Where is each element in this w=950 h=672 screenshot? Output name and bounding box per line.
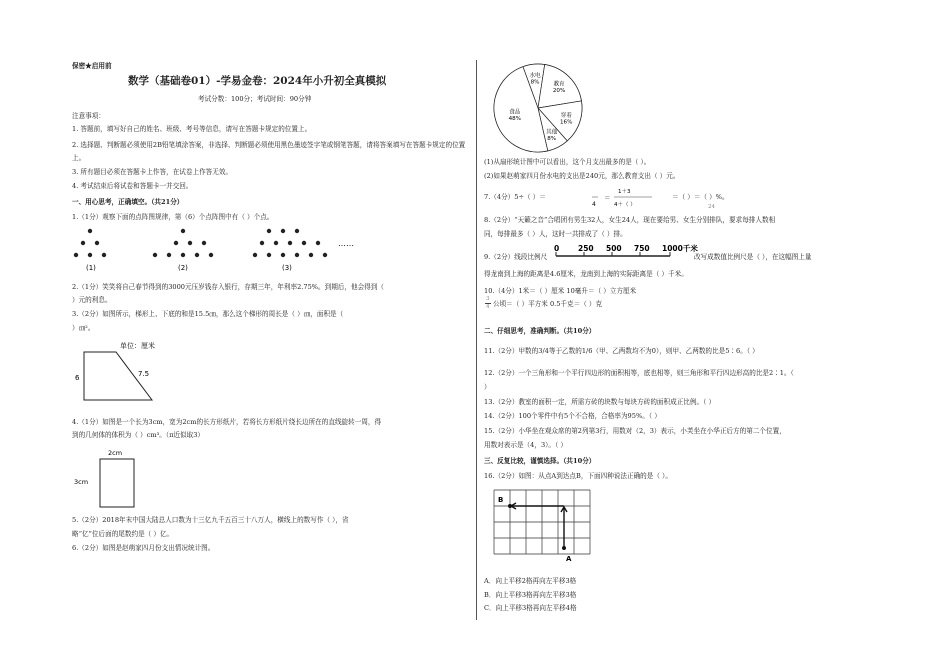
point-a-label: A: [566, 555, 572, 563]
dot-pattern-3: [253, 229, 327, 257]
section-heading: 三、反复比较，谨慎选择。（共10分）: [484, 457, 596, 465]
question-8: 8.（2分）“天籁之音”合唱团有男生32人，女生24人，现在要给男、女生分别排队，要求每排人数相: [484, 216, 776, 224]
scale-tick-label: 0: [554, 244, 560, 253]
fraction-numerator: 3: [486, 296, 490, 302]
pie-slice-label: 水电: [529, 72, 541, 79]
option-b[interactable]: B．向上平移3格再向左平移3格: [484, 591, 577, 599]
question-4-cont: 到的几何体的体积为（ ）cm³。（π近似取3）: [72, 431, 205, 439]
question-10-cont: 公顷＝（ ）平方米 0.5千克＝（ ）克: [493, 300, 603, 308]
side-label: 7.5: [138, 370, 150, 378]
note-item: 2. 选择题、判断题必须使用2B铅笔填涂答案，非选择、判断题必须使用黑色墨迹签字笔或钢笔答题，请将答案填写在答题卡规定的位置上。: [72, 141, 466, 162]
scale-tick-label: 250: [578, 244, 594, 253]
question-11: 11.（2分）甲数的3/4等于乙数的1/6（甲、乙两数均不为0），则甲、乙两数的比是5∶6。（ ）: [484, 347, 759, 355]
unit-label: 单位：厘米: [120, 342, 155, 350]
fraction-denominator: 24: [708, 204, 715, 210]
section-heading: 二、仔细思考，准确判断。（共10分）: [484, 327, 596, 335]
fraction-denominator: 4＋（ ）: [614, 202, 636, 208]
question-5: 5.（2分）2018年末中国大陆总人口数为十三亿九千五百三十八万人，横线上的数写作（ ），省: [72, 516, 349, 524]
pattern-label: (3): [282, 264, 292, 272]
exam-subtitle: 考试分数：100分；考试时间：90分钟: [198, 95, 312, 103]
rectangle-figure: [70, 447, 170, 511]
question-12: 12.（2分）一个三角形和一个平行四边形的面积相等，底也相等，则三角形和平行四边形高的比是2∶1。（: [484, 369, 794, 377]
note-item: 1. 答题前，填写好自己的姓名、班级、考号等信息，请写在答题卡规定的位置上。: [72, 125, 312, 133]
pie-slice-label: 20%: [552, 87, 566, 94]
section-heading: 一、用心思考，正确填空。（共21分）: [72, 198, 184, 206]
trapezoid-figure: [70, 338, 210, 406]
dot-pattern-1: [74, 229, 106, 257]
pattern-label: (2): [178, 264, 188, 272]
question-2-cont: ）元的利息。: [72, 296, 112, 304]
dot-pattern-figure: [70, 222, 370, 274]
question-14: 14.（2分）100个零件中有5个不合格，合格率为95%。（ ）: [484, 412, 661, 420]
pattern-label: (1): [86, 264, 96, 272]
length-label: 3cm: [74, 478, 89, 486]
option-c[interactable]: C．向上平移3格再向左平移4格: [484, 604, 577, 612]
note-item: 3. 所有题目必须在答题卡上作答，在试卷上作答无效。: [72, 168, 233, 176]
question-16: 16.（2分）如图：从点A到达点B，下面四种说法正确的是（ ）。: [484, 472, 672, 480]
question-10: 10.（4分）1米＝（ ）厘米 10毫升＝（ ）立方厘米: [484, 287, 637, 295]
page-title: 数学（基础卷01）-学易金卷：2024年小升初全真模拟: [128, 75, 387, 87]
question-13: 13.（2分）教室的面积一定，所需方砖的块数与每块方砖的面积成正比例。（ ）: [484, 398, 716, 406]
pattern-ellipsis: ……: [338, 239, 354, 248]
question-3: 3.（2分）如图所示，梯形上、下底的和是15.5㎝，那么这个梯形的周长是（ ）㎝，面积是（: [72, 310, 344, 318]
note-item: 4. 考试结束后将试卷和答题卡一并交回。: [72, 182, 193, 190]
line-scale-figure: [552, 242, 698, 264]
question-6: 6.（2分）如图是赵萌家四月份支出情况统计图。: [72, 544, 215, 552]
question-5-cont: 略“亿”位后面的尾数约是（ ）亿。: [72, 530, 174, 538]
left-column: [70, 0, 470, 672]
notes-heading: 注意事项：: [72, 112, 105, 120]
option-a[interactable]: A．向上平移2格再向左平移3格: [484, 577, 577, 585]
pie-slice-label: 48%: [508, 116, 522, 123]
question-8-cont: 同，每排最多（ ）人，这时一共排成了（ ）排。: [484, 230, 627, 238]
question-12-cont: ）: [484, 383, 491, 391]
expense-pie-chart: [490, 60, 586, 156]
pie-slice-label: 食品: [509, 109, 521, 116]
fraction-numerator: 1＋3: [618, 189, 631, 195]
question-9: 9.（2分）线段比例尺: [484, 253, 548, 261]
side-label: 6: [75, 374, 80, 382]
question-2: 2.（1分）笑笑将自己春节得到的3000元压岁钱存入银行，存期三年，年利率2.75%。到期后，他会得到（: [72, 283, 384, 291]
pie-slice-label: 其他: [546, 129, 558, 136]
scale-tick-label: 500: [606, 244, 622, 253]
question-7: 7.（4分）5÷（ ）＝: [484, 193, 546, 201]
question-3-cont: ）㎝²。: [72, 324, 95, 332]
pie-slice-label: 16%: [559, 119, 573, 126]
question-9-cont: 得龙南到上海的距离是4.6厘米，龙南到上海的实际距离是（ ）千米。: [484, 270, 688, 278]
right-column: [482, 0, 882, 672]
question-1: 1.（1分）观察下面的点阵图规律，第（6）个点阵图中有（ ）个点。: [72, 213, 274, 221]
dot-pattern-2: [153, 229, 213, 257]
secret-label: 保密★启用前: [72, 62, 112, 70]
pie-slice-label: 8%: [530, 79, 540, 86]
svg-text:＝: ＝: [604, 194, 611, 202]
pie-slice-label: 教育: [553, 81, 565, 88]
column-divider: [476, 60, 477, 620]
question-7-tail: ＝（ ）＝（ ）%。: [672, 193, 729, 201]
grid-figure: [484, 486, 594, 570]
scale-tick-label: 1000千米: [662, 244, 698, 253]
width-label: 2cm: [108, 449, 123, 457]
pie-slice-label: 8%: [547, 135, 557, 142]
pie-slice-label: 穿着: [560, 112, 572, 119]
fraction-denominator: 4: [592, 201, 596, 208]
question-15-cont: 用数对表示是（4，3）。（ ）: [484, 441, 568, 449]
question-15: 15.（2分）小华坐在观众席的第2列第3行，用数对（2，3）表示，小芙坐在小华正后方的第二个位置，: [484, 427, 786, 435]
question-4: 4.（1分）如图是一个长为3cm，宽为2cm的长方形纸片，若将长方形纸片绕长边所在的直线旋转一周，得: [72, 418, 382, 426]
question-9-tail: 改写成数值比例尺是（ ），在这幅图上量: [694, 253, 812, 261]
scale-tick-label: 750: [634, 244, 650, 253]
point-b-label: B: [498, 496, 504, 504]
fraction-denominator: 4: [486, 304, 490, 310]
question-7-fractions: [590, 184, 680, 212]
question-6-part-2: (2)如果赵萌家四月份水电的支出是240元，那么教育支出（ ）元。: [484, 172, 680, 180]
question-6-part-1: (1)从扇形统计图中可以看出，这个月支出最多的是（ ）。: [484, 158, 651, 166]
